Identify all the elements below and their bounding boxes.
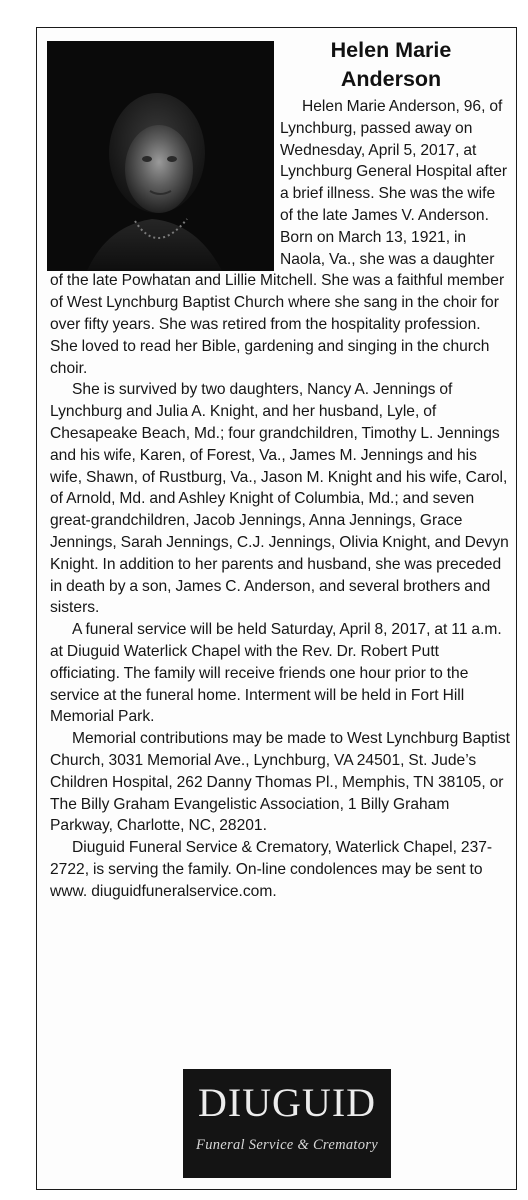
paragraph-survivors: She is survived by two daughters, Nancy A. Jennings of Lynchburg and Julia A. Knight, and her husband, Lyle, of Chesapeake Beach, Md.; four grandchildren, Timothy L. Jennings and his wife, Karen, of Forest, Va., James M. Jennings and his wife, Shawn, of Rustburg, Va., Jason M. Knight and his wife, Carol, of Arnold, Md. and Ashley Knight of Columbia, Md.; and seven great-grandchildren, Jacob Jennings, Anna Jennings, Grace Jennings, Sarah Jennings, C.J. Jennings, Olivia Knight, and Devyn Knight. In addition to her parents and husband, she was preceded in death by a son, James C. Anderson, and several brothers and sisters.: [50, 381, 509, 617]
obituary-clipping: [36, 27, 517, 1190]
paragraph-biography: Helen Marie Anderson, 96, of Lynchburg, passed away on Wednesday, April 5, 2017, at Lynchburg General Hospital after a brief illness. She was the wife of the late James V. Anderson. Born on March 13, 1921, in Naola, Va., she was a daughter of the late Powhatan and Lillie Mitchell. She was a faithful member of West Lynchburg Baptist Church where she sang in the choir for over fifty years. She was retired from the hospitality profession. She loved to read her Bible, gardening and singing in the church choir.: [50, 98, 508, 377]
heading-line-1: Helen Marie: [330, 38, 452, 62]
heading-line-2: Anderson: [340, 67, 442, 91]
paragraph-funeral-home: Diuguid Funeral Service & Crematory, Waterlick Chapel, 237-2722, is serving the family. On-line condolences may be sent to www. diuguidfuneralservice.com.: [50, 839, 493, 900]
logo-subtitle: Funeral Service & Crematory: [196, 1137, 378, 1153]
paragraph-funeral-service: A funeral service will be held Saturday, April 8, 2017, at 11 a.m. at Diuguid Waterlick Chapel with the Rev. Dr. Robert Putt officiating. The family will receive friends one hour prior to the service at the funeral home. Interment will be held in Fort Hill Memorial Park.: [50, 621, 502, 726]
funeral-home-logo: [183, 1069, 391, 1178]
obituary-name-heading: [277, 36, 505, 94]
logo-wordmark: DIUGUID: [197, 1080, 377, 1125]
obituary-body: [50, 96, 510, 902]
paragraph-memorial-contributions: Memorial contributions may be made to West Lynchburg Baptist Church, 3031 Memorial Ave., Lynchburg, VA 24501, St. Jude’s Children Hospital, 262 Danny Thomas Pl., Memphis, TN 38105, or The Billy Graham Evangelistic Association, 1 Billy Graham Parkway, Charlotte, NC, 28201.: [50, 730, 510, 835]
